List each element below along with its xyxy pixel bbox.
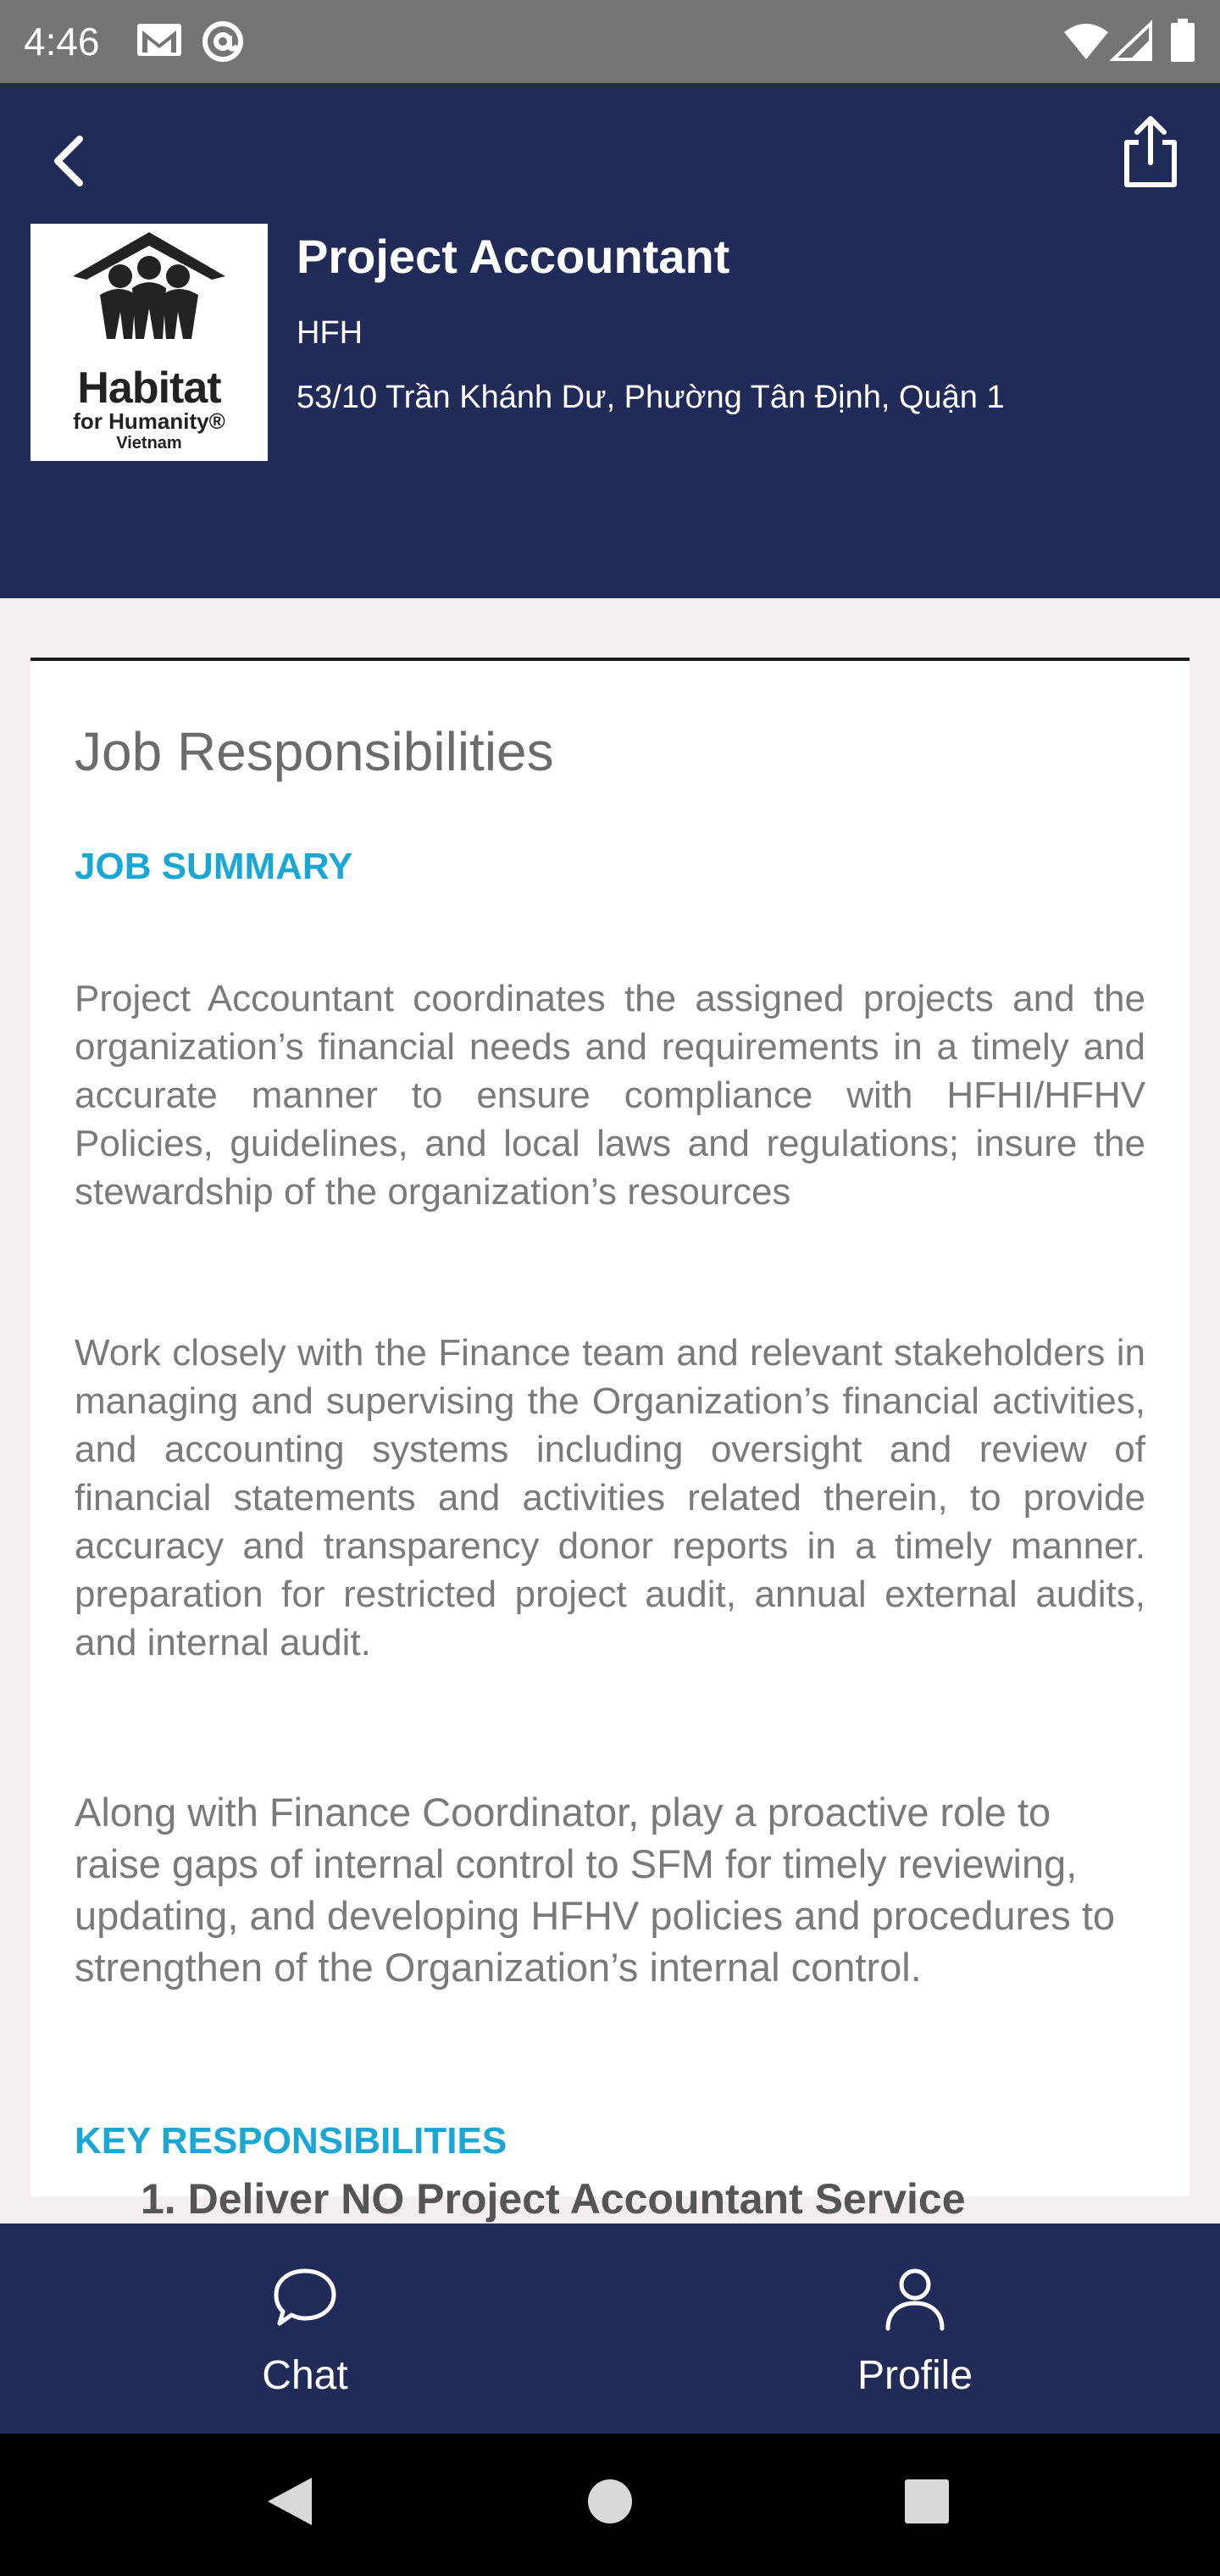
job-header <box>0 83 1220 598</box>
bottom-nav <box>0 2223 1220 2434</box>
nav-profile-label: Profile <box>857 2353 973 2398</box>
home-circle-icon[interactable] <box>586 2474 634 2529</box>
job-summary-label: JOB SUMMARY <box>75 846 353 887</box>
section-heading: Job Responsibilities <box>75 721 554 782</box>
summary-paragraph-3: Along with Finance Coordinator, play a proactive role to raise gaps of internal control to SFM for timely reviewing, updating, and developing HFHV policies and procedures to strengthen of the Organization’s internal control. <box>75 1790 1116 1990</box>
wifi-icon <box>1062 22 1110 61</box>
gmail-icon <box>136 20 183 59</box>
battery-icon <box>1169 19 1196 63</box>
system-nav-bar <box>0 2434 1220 2576</box>
job-responsibilities-card <box>30 658 1190 2223</box>
habitat-logo-icon <box>30 224 268 359</box>
status-bar <box>0 0 1220 83</box>
share-icon[interactable] <box>1117 114 1184 190</box>
profile-icon <box>881 2264 949 2332</box>
at-sign-icon <box>200 20 246 63</box>
signal-icon <box>1112 22 1152 61</box>
company-logo <box>30 224 268 461</box>
status-time: 4:46 <box>24 19 100 64</box>
job-address: 53/10 Trần Khánh Dư, Phường Tân Định, Quận 1 <box>297 380 1005 415</box>
logo-line2: for Humanity® <box>73 408 225 434</box>
recents-square-icon[interactable] <box>903 2474 951 2529</box>
nav-chat[interactable] <box>136 2223 474 2434</box>
chat-icon <box>271 2264 339 2332</box>
company-name[interactable]: HFH <box>297 315 363 351</box>
nav-chat-label: Chat <box>262 2353 348 2398</box>
summary-paragraph-2: Work closely with the Finance team and relevant stakeholders in managing and supervising the Organization’s financial activities, and accounting systems including oversight and review of financial statements and activities related therein, to provide accuracy and transparency donor reports in a timely manner. preparation for restricted project audit, annual external audits, and internal audit. <box>75 1332 1145 1663</box>
nav-profile[interactable] <box>746 2223 1084 2434</box>
key-responsibilities-label: KEY RESPONSIBILITIES <box>75 2120 507 2162</box>
chevron-left-icon[interactable] <box>39 127 98 195</box>
back-triangle-icon[interactable] <box>263 2474 315 2529</box>
responsibility-item: 1. Deliver NO Project Accountant Service <box>141 2175 966 2223</box>
logo-line1: Habitat <box>77 364 221 413</box>
logo-line3: Vietnam <box>116 434 182 452</box>
job-title: Project Accountant <box>297 230 730 283</box>
summary-paragraph-1: Project Accountant coordinates the assigned projects and the organization’s financial needs and requirements in a timely and accurate manner to ensure compliance with HFHI/HFHV Policies, guidelines, and local laws and regulations; insure the stewardship of the organization’s resources <box>75 978 1145 1213</box>
